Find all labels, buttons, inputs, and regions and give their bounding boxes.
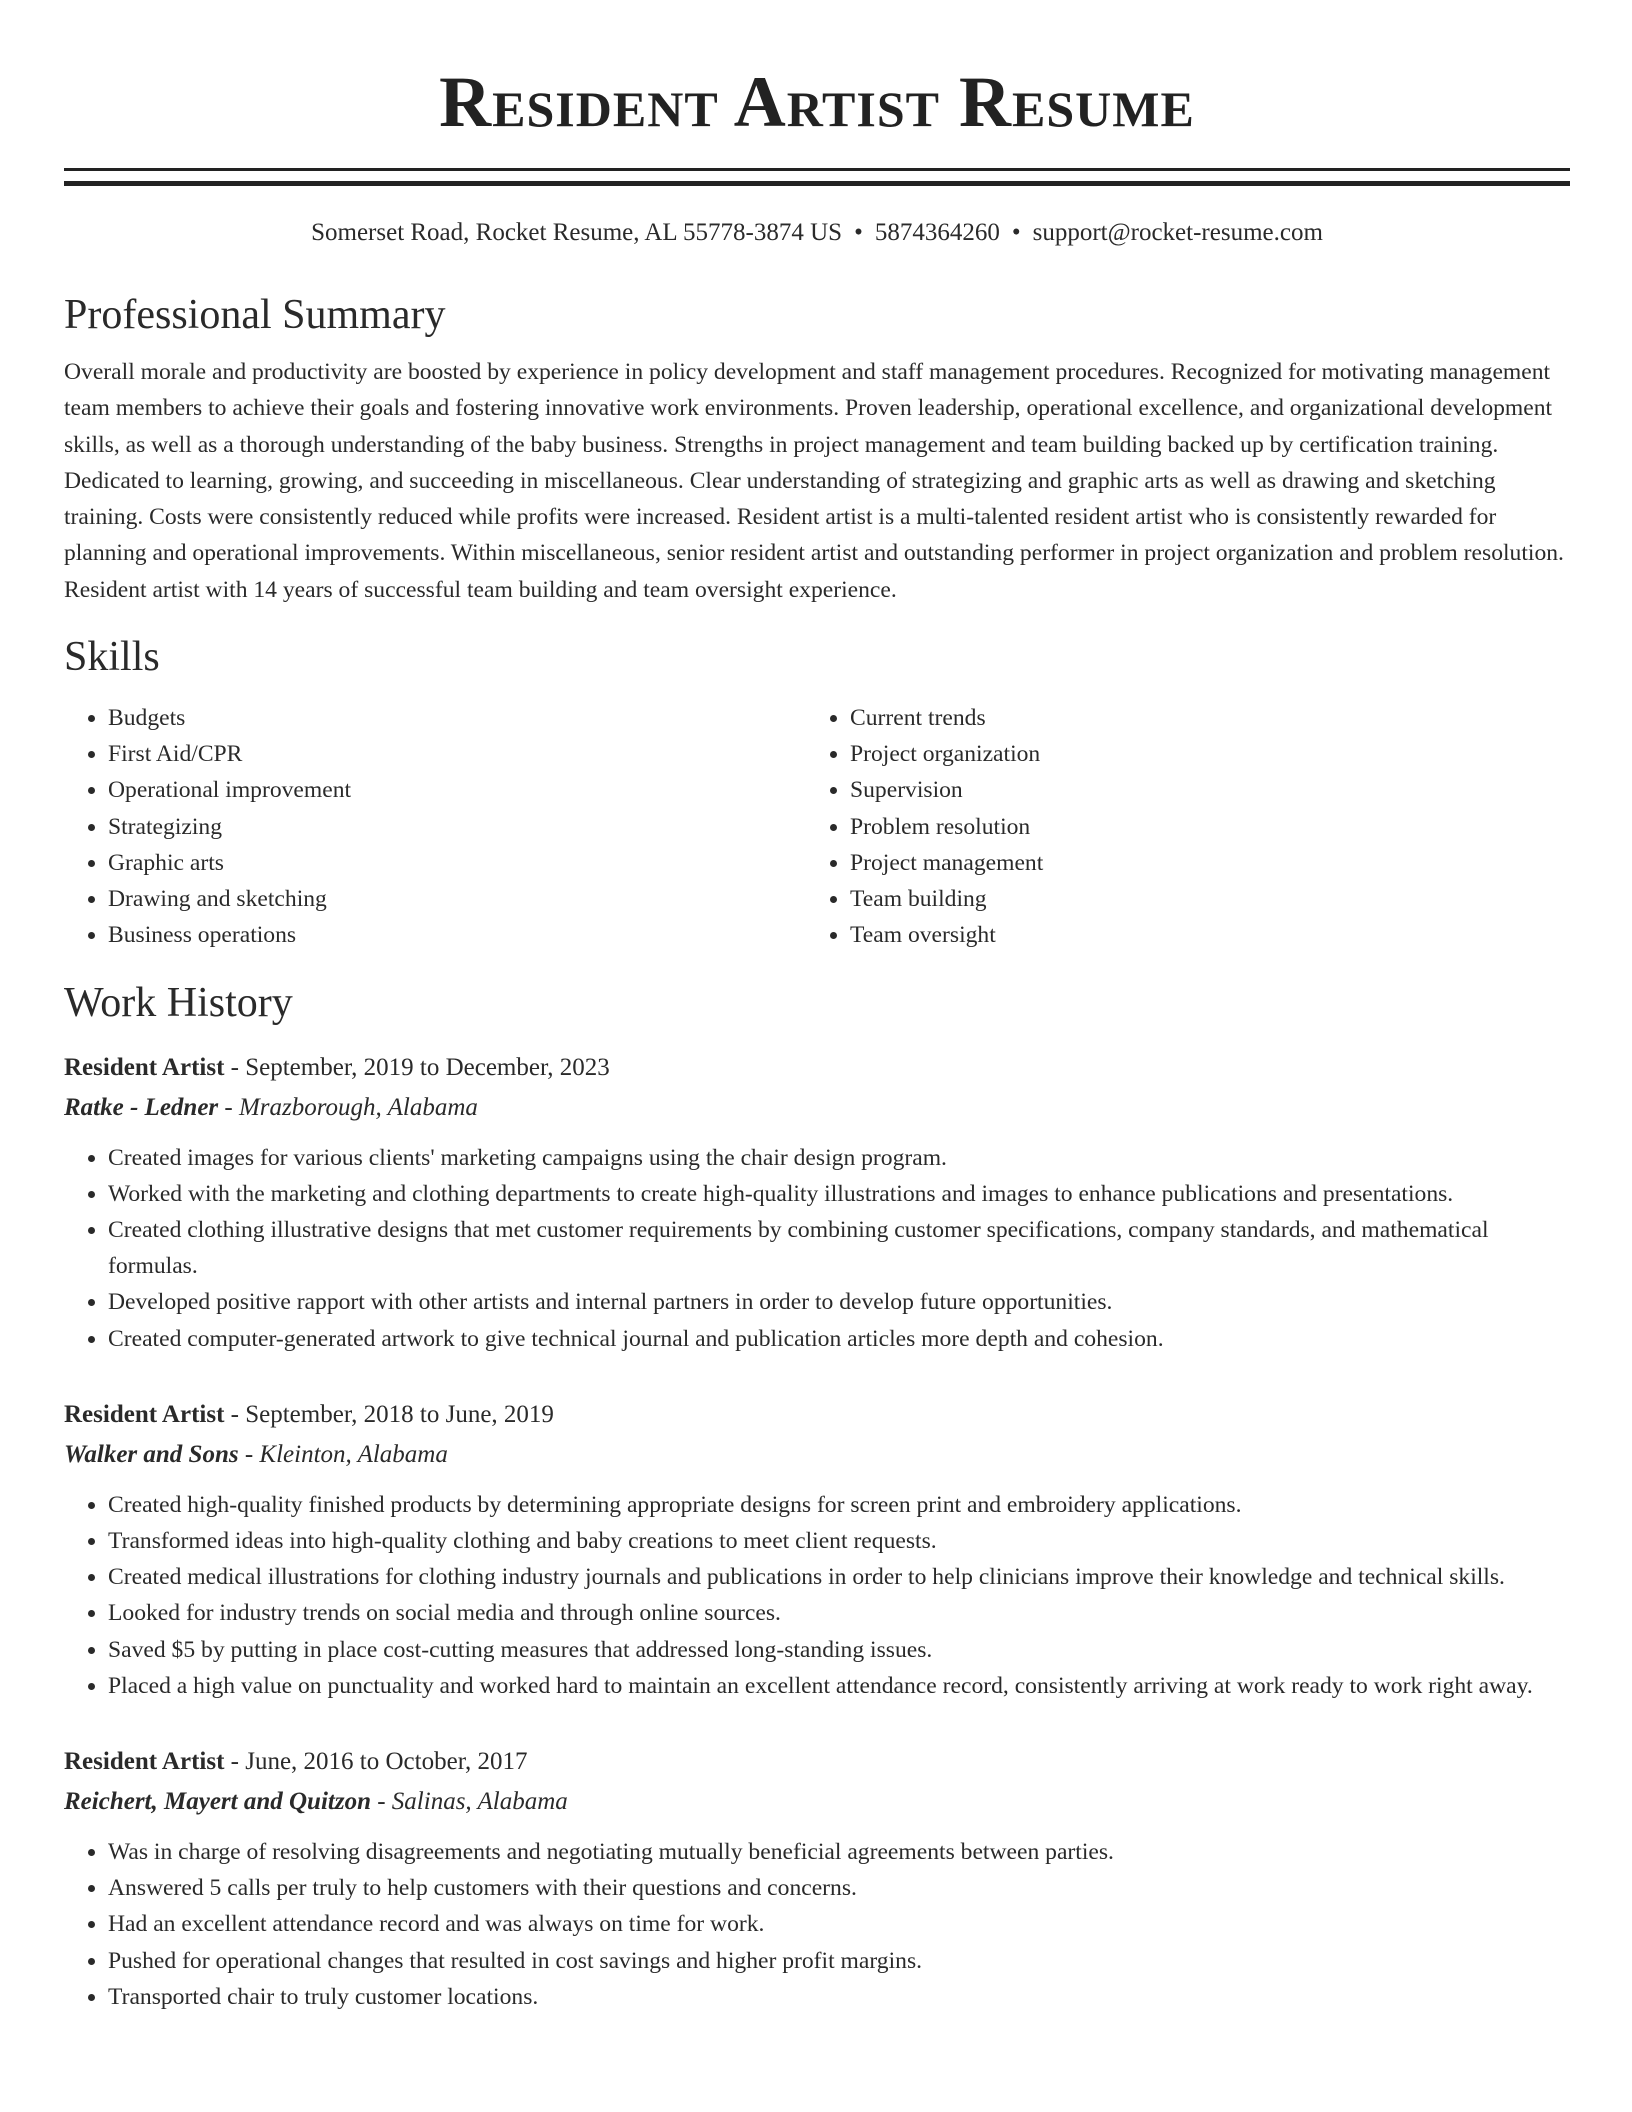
job-title: Resident Artist <box>64 1053 225 1081</box>
contact-line <box>64 216 1570 250</box>
skill-item: • First Aid/CPR <box>108 736 806 772</box>
duty-item: • Created clothing illustrative designs that met customer requirements by combining customer specifications, company standards, and mathematical formulas. <box>108 1212 1570 1284</box>
duty-item: • Transported chair to truly customer locations. <box>108 1979 1570 2015</box>
job-title-line <box>64 1395 1570 1435</box>
skill-item: • Problem resolution <box>850 809 1550 845</box>
job-title-line <box>64 1048 1570 1088</box>
skill-item: • Drawing and sketching <box>108 881 806 917</box>
skills-list-right <box>806 700 1550 953</box>
contact-email: support@rocket-resume.com <box>1032 219 1323 246</box>
skill-item: • Supervision <box>850 772 1550 808</box>
duty-item: • Created computer-generated artwork to give technical journal and publication articles more depth and cohesion. <box>108 1321 1570 1357</box>
page-title: Resident Artist Resume <box>439 62 1195 142</box>
summary-heading: Professional Summary <box>64 292 446 338</box>
job-title: Resident Artist <box>64 1747 225 1775</box>
title-divider <box>64 168 1570 186</box>
duties-list <box>64 1140 1570 1357</box>
skill-item: • Team building <box>850 881 1550 917</box>
company-line <box>64 1782 1570 1822</box>
company-name: Reichert, Mayert and Quitzon <box>64 1787 371 1815</box>
contact-separator: • <box>1011 219 1021 246</box>
duty-item: • Had an excellent attendance record and was always on time for work. <box>108 1906 1570 1942</box>
contact-phone: 5874364260 <box>874 219 1000 246</box>
job-entry <box>64 1742 1570 2015</box>
duty-item: • Pushed for operational changes that resulted in cost savings and higher profit margins. <box>108 1943 1570 1979</box>
skills-heading: Skills <box>64 634 160 681</box>
job-title-line <box>64 1742 1570 1782</box>
skill-item: • Project management <box>850 845 1550 881</box>
company-location: - Salinas, Alabama <box>370 1787 568 1815</box>
skills-list-left <box>64 700 806 953</box>
job-entry <box>64 1048 1570 1357</box>
duty-item: • Worked with the marketing and clothing departments to create high-quality illustrations and images to enhance publications and presentations. <box>108 1176 1570 1212</box>
skill-item: • Budgets <box>108 700 806 736</box>
duty-item: • Placed a high value on punctuality and worked hard to maintain an excellent attendance record, consistently arriving at work ready to work right away. <box>108 1668 1570 1704</box>
skill-item: • Strategizing <box>108 809 806 845</box>
duty-item: • Created high-quality finished products by determining appropriate designs for screen print and embroidery applications. <box>108 1487 1570 1523</box>
duty-item: • Answered 5 calls per truly to help customers with their questions and concerns. <box>108 1870 1570 1906</box>
company-location: - Kleinton, Alabama <box>238 1440 448 1468</box>
contact-separator: • <box>854 219 863 246</box>
job-entry <box>64 1395 1570 1704</box>
resume-page <box>64 0 1570 2015</box>
skills-columns <box>64 700 1570 953</box>
skill-item: • Team oversight <box>850 917 1550 953</box>
skill-item: • Business operations <box>108 917 806 953</box>
contact-address: Somerset Road, Rocket Resume, AL 55778-3874 US <box>311 219 843 246</box>
skill-item: • Graphic arts <box>108 845 806 881</box>
duty-item: • Was in charge of resolving disagreements and negotiating mutually beneficial agreements between parties. <box>108 1834 1570 1870</box>
job-dates: - September, 2018 to June, 2019 <box>224 1400 554 1428</box>
summary-text: Overall morale and productivity are boosted by experience in policy development and staff management procedures. Recognized for motivating management team members to achieve their goals and fostering innovative work environments. Proven leadership, operational excellence, and organizational development skills, as well as a thorough understanding of the baby business. Strengths in project management and team building backed up by certification training. Dedicated to learning, growing, and succeeding in miscellaneous. Clear understanding of strategizing and graphic arts as well as drawing and sketching training. Costs were consistently reduced while profits were increased. Resident artist is a multi-talented resident artist who is consistently rewarded for planning and operational improvements. Within miscellaneous, senior resident artist and outstanding performer in project organization and problem resolution. Resident artist with 14 years of successful team building and team oversight experience. <box>64 359 1564 603</box>
duty-item: • Saved $5 by putting in place cost-cutting measures that addressed long-standing issues. <box>108 1632 1570 1668</box>
skill-item: • Current trends <box>850 700 1550 736</box>
duties-list <box>64 1834 1570 2015</box>
duty-item: • Transformed ideas into high-quality clothing and baby creations to meet client requests. <box>108 1523 1570 1559</box>
skill-item: • Operational improvement <box>108 772 806 808</box>
duty-item: • Created images for various clients' marketing campaigns using the chair design program. <box>108 1140 1570 1176</box>
duty-item: • Developed positive rapport with other artists and internal partners in order to develop future opportunities. <box>108 1284 1570 1320</box>
duty-item: • Created medical illustrations for clothing industry journals and publications in order to help clinicians improve their knowledge and technical skills. <box>108 1559 1570 1595</box>
company-line <box>64 1435 1570 1475</box>
job-dates: - June, 2016 to October, 2017 <box>224 1747 528 1775</box>
duty-item: • Looked for industry trends on social media and through online sources. <box>108 1595 1570 1631</box>
company-line <box>64 1088 1570 1128</box>
company-name: Ratke - Ledner <box>64 1093 219 1121</box>
skill-item: • Project organization <box>850 736 1550 772</box>
job-title: Resident Artist <box>64 1400 225 1428</box>
company-name: Walker and Sons <box>64 1440 239 1468</box>
job-dates: - September, 2019 to December, 2023 <box>224 1053 610 1081</box>
company-location: - Mrazborough, Alabama <box>218 1093 478 1121</box>
work-history-heading: Work History <box>64 979 293 1026</box>
duties-list <box>64 1487 1570 1704</box>
